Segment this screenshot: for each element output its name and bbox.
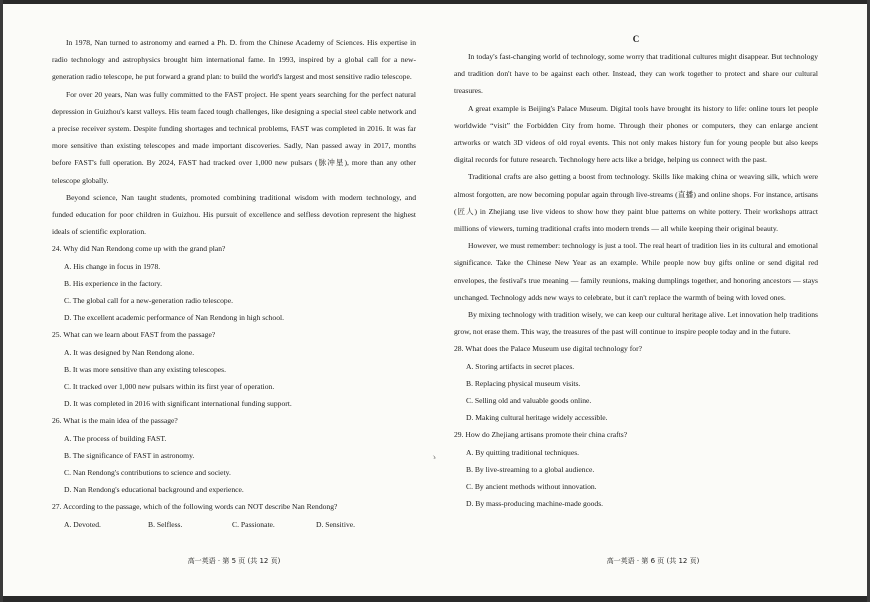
option-28-d: D. Making cultural heritage widely accessible.: [466, 413, 608, 423]
option-25-b: B. It was more sensitive than any existing telescopes.: [64, 364, 226, 374]
option-27-b: B. Selfless.: [148, 519, 183, 529]
option-29-b: B. By live-streaming to a global audience.: [466, 464, 595, 474]
passage-paragraph: A great example is Beijing's Palace Museum. Digital tools have brought its history to life: online tours let people worldwide “visit” the Forbidden City from home. Through their phones or computers, they can enlarge ancient artworks or watch 3D videos of old royal events. This not only makes history fun for young people but also keeps digital records for future research. Technology here acts like a bridge, helping us connect with the past.: [454, 103, 818, 165]
passage-paragraph: For over 20 years, Nan was fully committed to the FAST project. He spent years searching for the perfect natural depression in Guizhou's karst valleys. His team faced tough challenges, like designing a special steel cable network and a precise receiver system. Despite funding shortages and technical problems, FAST was completed in 2016. It was far more sensitive than existing telescopes and made important discoveries. Sadly, Nan passed away in 2017, months before FAST's full operation. By 2024, FAST had tracked over 1,000 new pulsars (脉冲星), more than any other telescope globally.: [52, 89, 416, 185]
option-25-c: C. It tracked over 1,000 new pulsars within its first year of operation.: [64, 382, 275, 392]
question-24: 24. Why did Nan Rendong come up with the grand plan?: [52, 244, 226, 254]
passage-paragraph: In today's fast-changing world of technology, some worry that traditional cultures might disappear. But technology and tradition don't have to be against each other. Instead, they can work together to protect and share our cultural treasures.: [454, 52, 818, 96]
passage-paragraph: However, we must remember: technology is just a tool. The real heart of tradition lies in its cultural and emotional significance. Take the Chinese New Year as an example. While people now buy gifts online or send digital red envelopes, the festival's true meaning — family reunions, making dumplings together, and honoring ancestors — stays unchanged. Technology adds new ways to celebrate, but it can't replace the warmth of being with loved ones.: [454, 241, 818, 302]
option-24-d: D. The excellent academic performance of Nan Rendong in high school.: [64, 313, 284, 323]
page-footer-left: 高一英语 · 第 5 页 (共 12 页): [187, 557, 281, 565]
right-column: [454, 31, 818, 512]
section-heading: C: [632, 34, 640, 44]
option-29-d: D. By mass-producing machine-made goods.: [466, 499, 604, 509]
passage-paragraph: Beyond science, Nan taught students, promoted combining traditional wisdom with modern technology, and funded education for poor children in Guizhou. His pursuit of excellence and selfless devotion represent the highest ideals of scientific exploration.: [52, 192, 416, 237]
passage-paragraph: Traditional crafts are also getting a boost from technology. Skills like making china or weaving silk, which were almost forgotten, are now becoming popular again through live-streams (直播) and online shops. For instance, artisans (匠人) in Zhejiang use live videos to show how they paint blue patterns on white pottery. Their workshops attract millions of viewers, turning traditional crafts into modern trends — all while keeping their original beauty.: [454, 172, 818, 234]
question-26: 26. What is the main idea of the passage?: [52, 416, 178, 426]
question-27: 27. According to the passage, which of the following words can NOT describe Nan Rendong?: [52, 502, 338, 512]
scan-edge-left: [0, 0, 3, 602]
option-25-d: D. It was completed in 2016 with significant international funding support.: [64, 399, 292, 409]
option-29-c: C. By ancient methods without innovation.: [466, 482, 597, 492]
option-24-a: A. His change in focus in 1978.: [64, 261, 161, 271]
margin-mark: ゝ: [430, 453, 438, 462]
passage-paragraph: In 1978, Nan turned to astronomy and earned a Ph. D. from the Chinese Academy of Sciences. His expertise in radio technology and astrophysics brought him international fame. In 1993, inspired by a global call for a new-generation radio telescope, he put forward a grand plan: to build the world's largest and most sensitive radio telescope.: [52, 38, 416, 82]
options-27: [52, 516, 416, 533]
passage-paragraph: By mixing technology with tradition wisely, we can keep our cultural heritage alive. Let innovation help traditions grow, not erase them. This way, the treasures of the past will continue to inspire people today and in the future.: [454, 310, 818, 337]
option-29-a: A. By quitting traditional techniques.: [466, 447, 580, 457]
question-25: 25. What can we learn about FAST from the passage?: [52, 330, 216, 340]
option-24-b: B. His experience in the factory.: [64, 278, 162, 288]
scan-edge-bottom: [0, 596, 870, 602]
option-28-a: A. Storing artifacts in secret places.: [466, 361, 575, 371]
option-27-a: A. Devoted.: [64, 519, 101, 529]
option-27-d: D. Sensitive.: [316, 519, 356, 529]
left-column: [52, 34, 416, 533]
option-27-c: C. Passionate.: [232, 519, 275, 529]
option-28-c: C. Selling old and valuable goods online.: [466, 396, 592, 406]
question-28: 28. What does the Palace Museum use digital technology for?: [454, 344, 642, 354]
option-26-d: D. Nan Rendong's educational background and experience.: [64, 485, 244, 495]
scan-edge-top: [0, 0, 870, 4]
option-26-a: A. The process of building FAST.: [64, 433, 167, 443]
option-25-a: A. It was designed by Nan Rendong alone.: [64, 347, 195, 357]
page-footer-right: 高一英语 · 第 6 页 (共 12 页): [606, 557, 700, 565]
option-26-b: B. The significance of FAST in astronomy.: [64, 450, 195, 460]
option-28-b: B. Replacing physical museum visits.: [466, 378, 581, 388]
question-29: 29. How do Zhejiang artisans promote their china crafts?: [454, 430, 628, 440]
option-26-c: C. Nan Rendong's contributions to science and society.: [64, 468, 231, 478]
option-24-c: C. The global call for a new-generation radio telescope.: [64, 296, 233, 306]
